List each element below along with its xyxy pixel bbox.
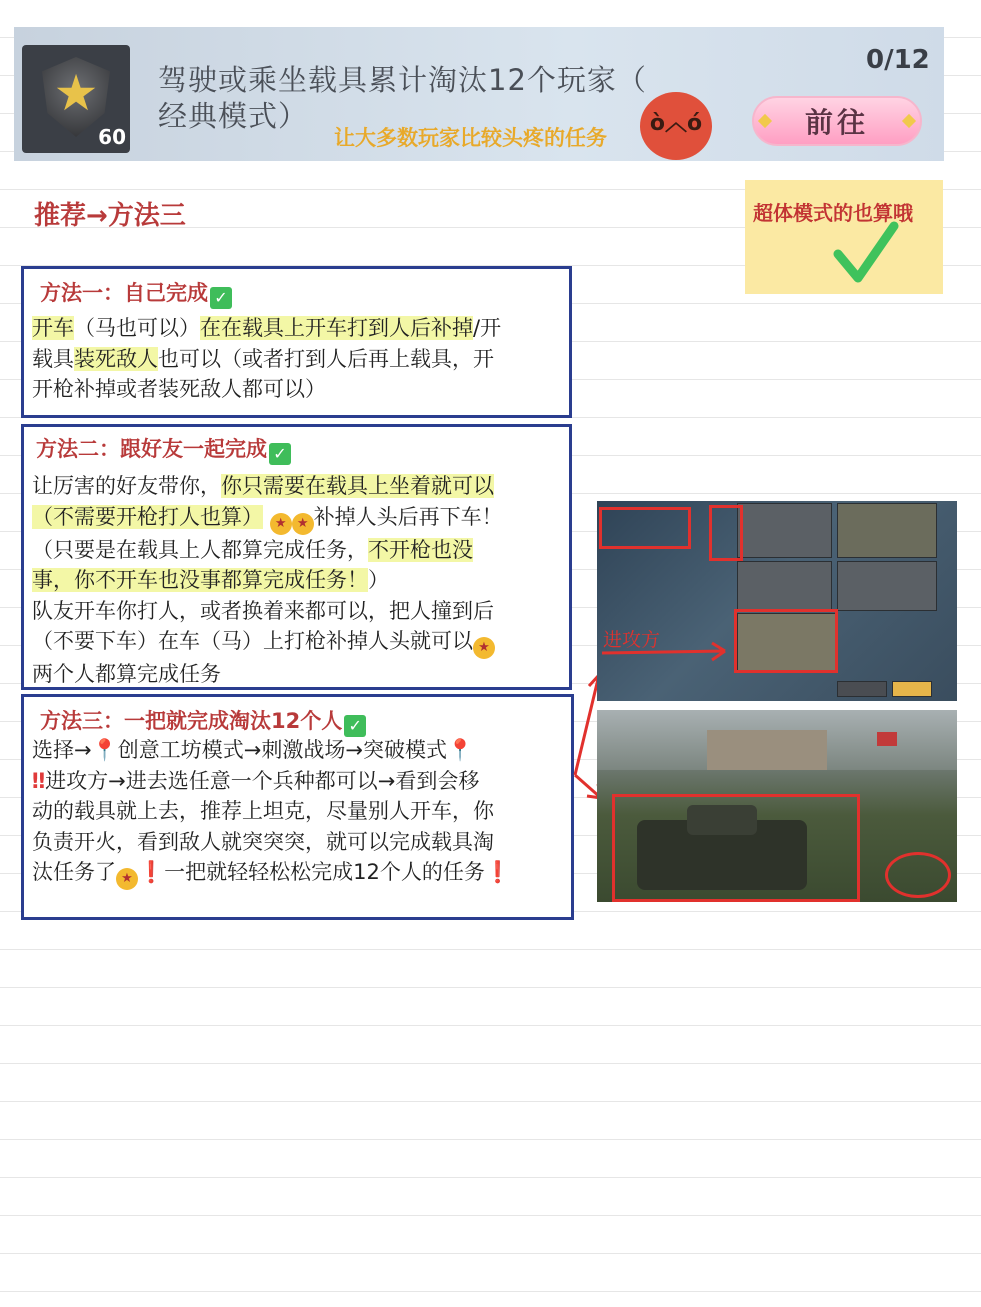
method-2-title: 方法二：跟好友一起完成 ✓: [36, 433, 291, 465]
highlight-text: 事，你不开车也没事都算完成任务！: [32, 568, 368, 592]
text: 补掉人头后再下车！: [313, 504, 503, 529]
method-2-box: [21, 424, 572, 690]
task-progress: 0/12: [866, 45, 930, 75]
text: 也可以（或者打到人后再上载具，开: [158, 346, 494, 371]
mode-tile: [737, 561, 832, 611]
confirm-button: [892, 681, 932, 697]
hud-indicator: [877, 732, 897, 746]
double-exclamation-icon: ‼: [32, 768, 46, 793]
red-highlight-box: [612, 794, 860, 902]
star-struck-emoji-icon: ★: [473, 637, 495, 659]
sticky-note-text: 超体模式的也算哦: [753, 201, 913, 225]
text: 创意工坊模式→刺激战场→突破模式: [117, 738, 447, 762]
text: 负责开火，看到敌人就突突突，就可以完成载具淘: [32, 829, 494, 854]
mode-tile: [837, 561, 937, 611]
highlight-text: 开车: [32, 316, 74, 340]
angry-face-icon: ò︿ó: [640, 92, 712, 160]
highlight-text: 装死敌人: [74, 346, 158, 371]
text: 载具: [32, 346, 74, 371]
game-mode-screenshot: [597, 501, 957, 701]
text: 队友开车你打人，或者换着来都可以，把人撞到后: [32, 598, 494, 623]
text: 开枪补掉或者装死敌人都可以）: [32, 377, 326, 401]
pin-icon: 📍: [446, 738, 474, 762]
method-1-body: [32, 313, 562, 405]
badge-level: 60: [98, 125, 126, 149]
highlight-text: 不开枪也没: [368, 537, 473, 562]
star-icon: ★: [53, 64, 99, 122]
red-highlight-box: [599, 507, 691, 549]
tank-gameplay-screenshot: [597, 710, 957, 902]
exclamation-icon: ❗: [138, 860, 165, 884]
highlight-text: 在在载具上开车打到人后补掉: [200, 316, 473, 340]
text: （只要是在载具上人都算完成任务，: [32, 537, 368, 562]
building: [707, 730, 827, 770]
star-struck-emoji-icon: ★: [292, 513, 314, 535]
red-highlight-box: [734, 609, 838, 673]
task-title-line-2: 经典模式）: [158, 99, 309, 133]
green-check-icon: [830, 218, 900, 288]
text: 汰任务了: [32, 860, 116, 884]
star-struck-emoji-icon: ★: [116, 868, 138, 890]
method-1-title: 方法一：自己完成 ✓: [40, 277, 232, 309]
mode-tile: [737, 503, 832, 558]
text: /开: [473, 316, 502, 340]
text: ）: [368, 568, 389, 592]
exclamation-icon: ❗: [484, 860, 512, 884]
text: 进攻方→进去选任意一个兵种都可以→看到会移: [45, 768, 480, 793]
pin-icon: 📍: [91, 738, 118, 762]
task-annotation: 让大多数玩家比较头疼的任务: [334, 126, 607, 150]
star-struck-emoji-icon: ★: [270, 513, 292, 535]
text: 两个人都算完成任务: [32, 662, 221, 686]
go-button[interactable]: 前往: [752, 96, 922, 146]
check-mark-icon: ✓: [210, 287, 232, 309]
rank-badge: [22, 45, 130, 153]
recommend-heading: 推荐→方法三: [34, 201, 186, 231]
method-3-box: [21, 694, 574, 920]
text: 动的载具就上去，推荐上坦克，尽量别人开车，你: [32, 799, 494, 823]
highlight-text: 你只需要在载具上坐着就可以: [221, 474, 494, 498]
text: 选择→: [32, 738, 92, 762]
text: 让厉害的好友带你，: [32, 474, 221, 498]
highlight-text: （不需要开枪打人也算）: [32, 504, 263, 529]
arrow-icon: [600, 638, 735, 668]
red-highlight-box: [709, 505, 743, 561]
method-3-title: 方法三：一把就完成淘汰12个人 ✓: [40, 705, 366, 737]
method-3-body: [32, 735, 572, 890]
method-1-box: [21, 266, 572, 418]
method-2-body: [32, 471, 567, 690]
attacker-annotation: 进攻方: [603, 629, 661, 651]
check-mark-icon: ✓: [344, 715, 366, 737]
fire-button-highlight: [885, 852, 951, 898]
check-mark-icon: ✓: [269, 443, 291, 465]
text: 一把就轻轻松松完成12个人的任务: [164, 860, 485, 884]
mode-tile: [837, 503, 937, 558]
task-title-line-1: 驾驶或乘坐载具累计淘汰12个玩家（: [158, 63, 647, 97]
text: （马也可以）: [74, 316, 200, 340]
config-button: [837, 681, 887, 697]
text: （不要下车）在车（马）上打枪补掉人头就可以: [32, 629, 473, 653]
